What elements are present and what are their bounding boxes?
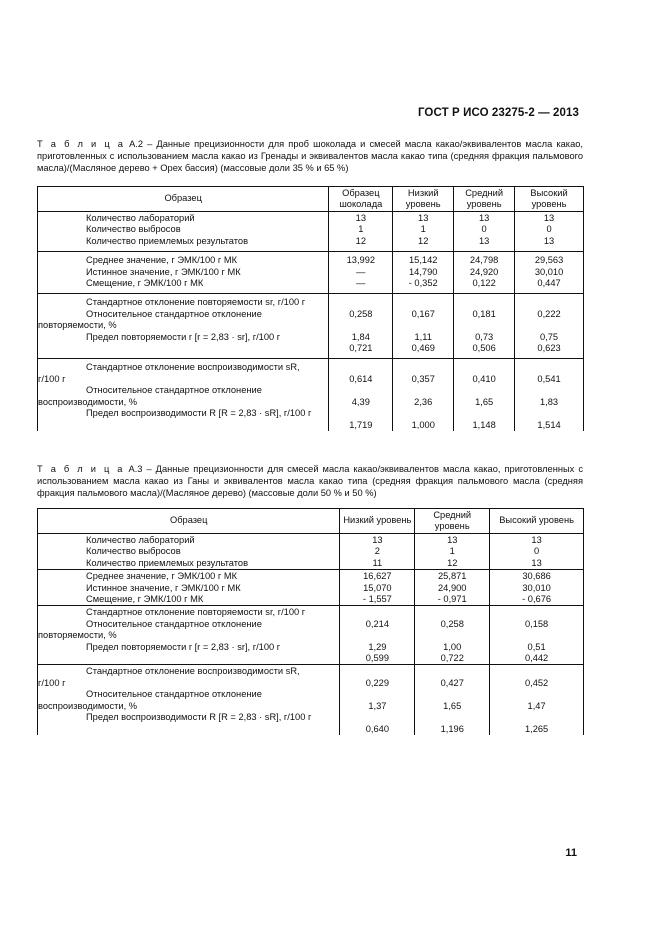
cell — [454, 297, 514, 308]
table-a2-caption — [37, 138, 583, 175]
cell — [415, 630, 489, 641]
cell: 0,122 — [472, 278, 496, 289]
cell: 1,47 — [527, 700, 546, 711]
row-label — [38, 343, 328, 354]
cell: 13 — [543, 235, 555, 246]
cell: 12 — [447, 557, 458, 568]
table-a3-group-counts — [38, 534, 584, 570]
cell: 1,65 — [443, 700, 462, 711]
page-number: 11 — [565, 847, 577, 859]
cell — [329, 320, 392, 331]
cell — [340, 712, 414, 723]
cell: 1,000 — [411, 419, 435, 430]
cell — [415, 666, 489, 677]
cell — [415, 607, 489, 618]
table-a2-header-high: Высокий уровень — [515, 187, 584, 212]
cell — [329, 297, 392, 308]
row-label: Предел воспроизводимости R [R = 2,83 · sR], г/100 г — [86, 712, 312, 723]
table-a2-group-counts — [38, 212, 584, 252]
row-label: Стандартное отклонение воспроизводимости sR, — [86, 362, 300, 373]
row-label: Предел повторяемости r [r = 2,83 · sr], г/100 г — [86, 641, 281, 652]
cell: 0,722 — [440, 653, 464, 664]
table-a3-caption-text: А.3 – Данные прецизионности для смесей масла какао/эквивалентов масла какао, приготовленных с использованием масла какао из Ганы и эквивалентов масла какао типа (средняя фракция пальмового масла (средняя фракция пальмового масла)/(Масляное дерево) (массовые доли 50 % и 50 %) — [37, 464, 583, 499]
cell — [393, 320, 453, 331]
cell — [490, 607, 583, 618]
cell: 0,442 — [524, 653, 549, 664]
row-label: Среднее значение, г ЭМК/100 г МК — [86, 255, 238, 266]
cell: 29,563 — [534, 255, 564, 266]
row-label: г/100 г — [38, 677, 66, 688]
cell: 0,158 — [524, 618, 549, 629]
row-label: воспроизводимости, % — [38, 396, 137, 407]
cell: 0,721 — [349, 343, 373, 354]
row-label: Количество выбросов — [86, 546, 181, 557]
table-a3-group-reproducibility — [38, 665, 584, 735]
cell — [454, 408, 514, 419]
cell — [454, 320, 514, 331]
row-label: Истинное значение, г ЭМК/100 г МК — [86, 582, 241, 593]
row-label: Стандартное отклонение повторяемости sr, г/100 г — [86, 607, 306, 618]
cell — [515, 320, 583, 331]
cell: 13 — [543, 213, 555, 223]
table-a2 — [37, 186, 584, 431]
cell: 0,427 — [440, 677, 464, 688]
row-label: Относительное стандартное отклонение — [86, 308, 262, 319]
row-label: Смещение, г ЭМК/100 г МК — [86, 278, 204, 289]
cell: 0,181 — [472, 308, 496, 319]
cell: 13 — [372, 535, 383, 545]
cell — [340, 607, 414, 618]
row-label: Количество приемлемых результатов — [86, 235, 249, 246]
cell — [329, 362, 392, 373]
cell: 0 — [534, 546, 540, 557]
row-label: Стандартное отклонение воспроизводимости sR, — [86, 666, 300, 677]
table-a3-caption-label: Т а б л и ц а — [37, 464, 125, 474]
cell — [515, 385, 583, 396]
row-label: Предел воспроизводимости R [R = 2,83 · sR], г/100 г — [86, 408, 312, 419]
cell: 0 — [546, 224, 552, 235]
cell: 0,51 — [527, 641, 546, 652]
row-label: Относительное стандартное отклонение — [86, 618, 262, 629]
cell — [393, 297, 453, 308]
table-a3-header-row — [38, 509, 584, 534]
cell — [490, 630, 583, 641]
table-a3-header-high: Высокий уровень — [490, 509, 584, 534]
row-label: Количество приемлемых результатов — [86, 557, 249, 568]
table-a2-group-repeatability — [38, 294, 584, 359]
cell: — — [356, 266, 366, 277]
cell: 1,37 — [368, 700, 387, 711]
row-label: Относительное стандартное отклонение — [86, 385, 262, 396]
cell: 0,167 — [411, 308, 435, 319]
cell: 0,222 — [537, 308, 561, 319]
cell: 1,514 — [537, 419, 561, 430]
cell: 2 — [374, 546, 380, 557]
cell — [340, 689, 414, 700]
row-label: повторяемости, % — [38, 630, 117, 641]
row-label — [38, 420, 328, 431]
table-a3-header-mid: Средний уровень — [415, 509, 490, 534]
cell — [329, 408, 392, 419]
table-a2-group-means — [38, 252, 584, 294]
table-a2-caption-text: А.2 – Данные прецизионности для проб шоколада и смесей масла какао/эквивалентов масла какао, приготовленных с использованием масла какао из Гренады и эквивалентов масла какао типа (средняя фракция пальмового масла)/(Масляное дерево + Орех бассия) (массовые доли 35 % и 65 %) — [37, 139, 583, 174]
row-label: повторяемости, % — [38, 320, 117, 331]
cell: 0,452 — [524, 677, 549, 688]
table-a2-header-sample: Образец — [38, 187, 329, 212]
cell: 0,640 — [365, 723, 389, 734]
cell: 0,73 — [475, 331, 494, 342]
cell: 1,29 — [368, 641, 387, 652]
table-a2-caption-label: Т а б л и ц а — [37, 139, 125, 149]
cell — [454, 385, 514, 396]
cell: 11 — [372, 557, 383, 568]
cell: 0,214 — [365, 618, 389, 629]
table-a2-group-reproducibility — [38, 359, 584, 431]
cell: 30,010 — [522, 582, 551, 593]
cell: 0,258 — [349, 308, 373, 319]
cell: 30,010 — [534, 266, 564, 277]
cell: 30,686 — [522, 571, 551, 582]
cell — [393, 385, 453, 396]
cell: 4,39 — [351, 396, 370, 407]
table-a2-header-row — [38, 187, 584, 212]
cell: 13 — [531, 557, 542, 568]
cell: 1,83 — [539, 396, 559, 407]
table-a3-group-repeatability — [38, 606, 584, 665]
cell: 0 — [481, 224, 487, 235]
cell: 0,229 — [365, 677, 389, 688]
cell: 0,447 — [537, 278, 561, 289]
cell: 24,920 — [469, 266, 499, 277]
table-a3-header-low: Низкий уровень — [340, 509, 415, 534]
cell: 0,469 — [411, 343, 435, 354]
cell: 24,798 — [469, 255, 499, 266]
cell: - 0,352 — [408, 278, 438, 289]
cell: 1 — [358, 224, 364, 235]
cell — [515, 362, 583, 373]
cell: - 0,676 — [522, 594, 552, 605]
cell — [393, 408, 453, 419]
cell: 15,142 — [409, 255, 438, 266]
cell: 25,871 — [438, 571, 467, 582]
cell: 0,623 — [537, 343, 561, 354]
table-a2-header-mid: Средний уровень — [454, 187, 515, 212]
cell: 24,900 — [438, 582, 467, 593]
cell: 1 — [449, 546, 455, 557]
cell: 13 — [418, 213, 429, 223]
row-label: г/100 г — [38, 373, 66, 384]
table-a3-caption — [37, 463, 583, 500]
row-label: Предел повторяемости r [r = 2,83 · sr], г/100 г — [86, 331, 281, 342]
cell — [329, 385, 392, 396]
cell: 0,75 — [539, 331, 559, 342]
cell: 1,719 — [349, 419, 373, 430]
cell — [515, 408, 583, 419]
row-label: воспроизводимости, % — [38, 700, 137, 711]
row-label: Количество лабораторий — [86, 535, 195, 545]
cell: 0,599 — [365, 653, 389, 664]
cell: 13 — [355, 213, 366, 223]
cell: 0,506 — [472, 343, 496, 354]
cell: 0,357 — [411, 373, 435, 384]
row-label: Количество лабораторий — [86, 213, 195, 223]
cell: 1,11 — [414, 331, 432, 342]
cell: 1,84 — [351, 331, 370, 342]
cell: 1,196 — [440, 723, 464, 734]
table-a2-header-low: Низкий уровень — [393, 187, 454, 212]
cell: 13 — [531, 535, 542, 545]
cell — [340, 630, 414, 641]
cell: 2,36 — [414, 396, 433, 407]
cell: 12 — [418, 235, 429, 246]
row-label — [38, 724, 339, 735]
cell — [515, 297, 583, 308]
cell: — — [356, 278, 366, 289]
row-label: Среднее значение, г ЭМК/100 г МК — [86, 571, 238, 582]
cell — [415, 689, 489, 700]
cell: 13,992 — [346, 255, 376, 266]
cell — [490, 712, 583, 723]
cell: 0,410 — [472, 373, 496, 384]
cell: - 0,971 — [437, 594, 467, 605]
cell — [415, 712, 489, 723]
cell — [490, 666, 583, 677]
cell: 13 — [478, 235, 490, 246]
cell: 1,148 — [472, 419, 496, 430]
cell — [490, 689, 583, 700]
cell: 1,265 — [524, 723, 549, 734]
cell: 13 — [478, 213, 490, 223]
cell: 13 — [447, 535, 458, 545]
cell — [340, 666, 414, 677]
cell: 0,541 — [537, 373, 561, 384]
table-a3-header-sample: Образец — [38, 509, 340, 534]
table-a3 — [37, 508, 584, 735]
row-label — [38, 653, 339, 664]
cell: 1,65 — [475, 396, 494, 407]
cell: 12 — [355, 235, 366, 246]
document-standard-header: ГОСТ Р ИСО 23275-2 — 2013 — [417, 107, 579, 119]
table-a2-header-chocolate: Образец шоколада — [329, 187, 393, 212]
row-label: Относительное стандартное отклонение — [86, 689, 262, 700]
table-a3-group-means — [38, 570, 584, 606]
cell: 14,790 — [409, 266, 438, 277]
row-label: Стандартное отклонение повторяемости sr, г/100 г — [86, 297, 306, 308]
cell: 16,627 — [363, 571, 392, 582]
cell: 1,00 — [443, 641, 462, 652]
cell — [393, 362, 453, 373]
cell: 1 — [420, 224, 426, 235]
cell: 0,614 — [349, 373, 373, 384]
cell: 0,258 — [440, 618, 464, 629]
row-label: Количество выбросов — [86, 224, 181, 235]
cell: - 1,557 — [362, 594, 392, 605]
cell: 15,070 — [363, 582, 392, 593]
row-label: Смещение, г ЭМК/100 г МК — [86, 594, 204, 605]
cell — [454, 362, 514, 373]
row-label: Истинное значение, г ЭМК/100 г МК — [86, 266, 241, 277]
